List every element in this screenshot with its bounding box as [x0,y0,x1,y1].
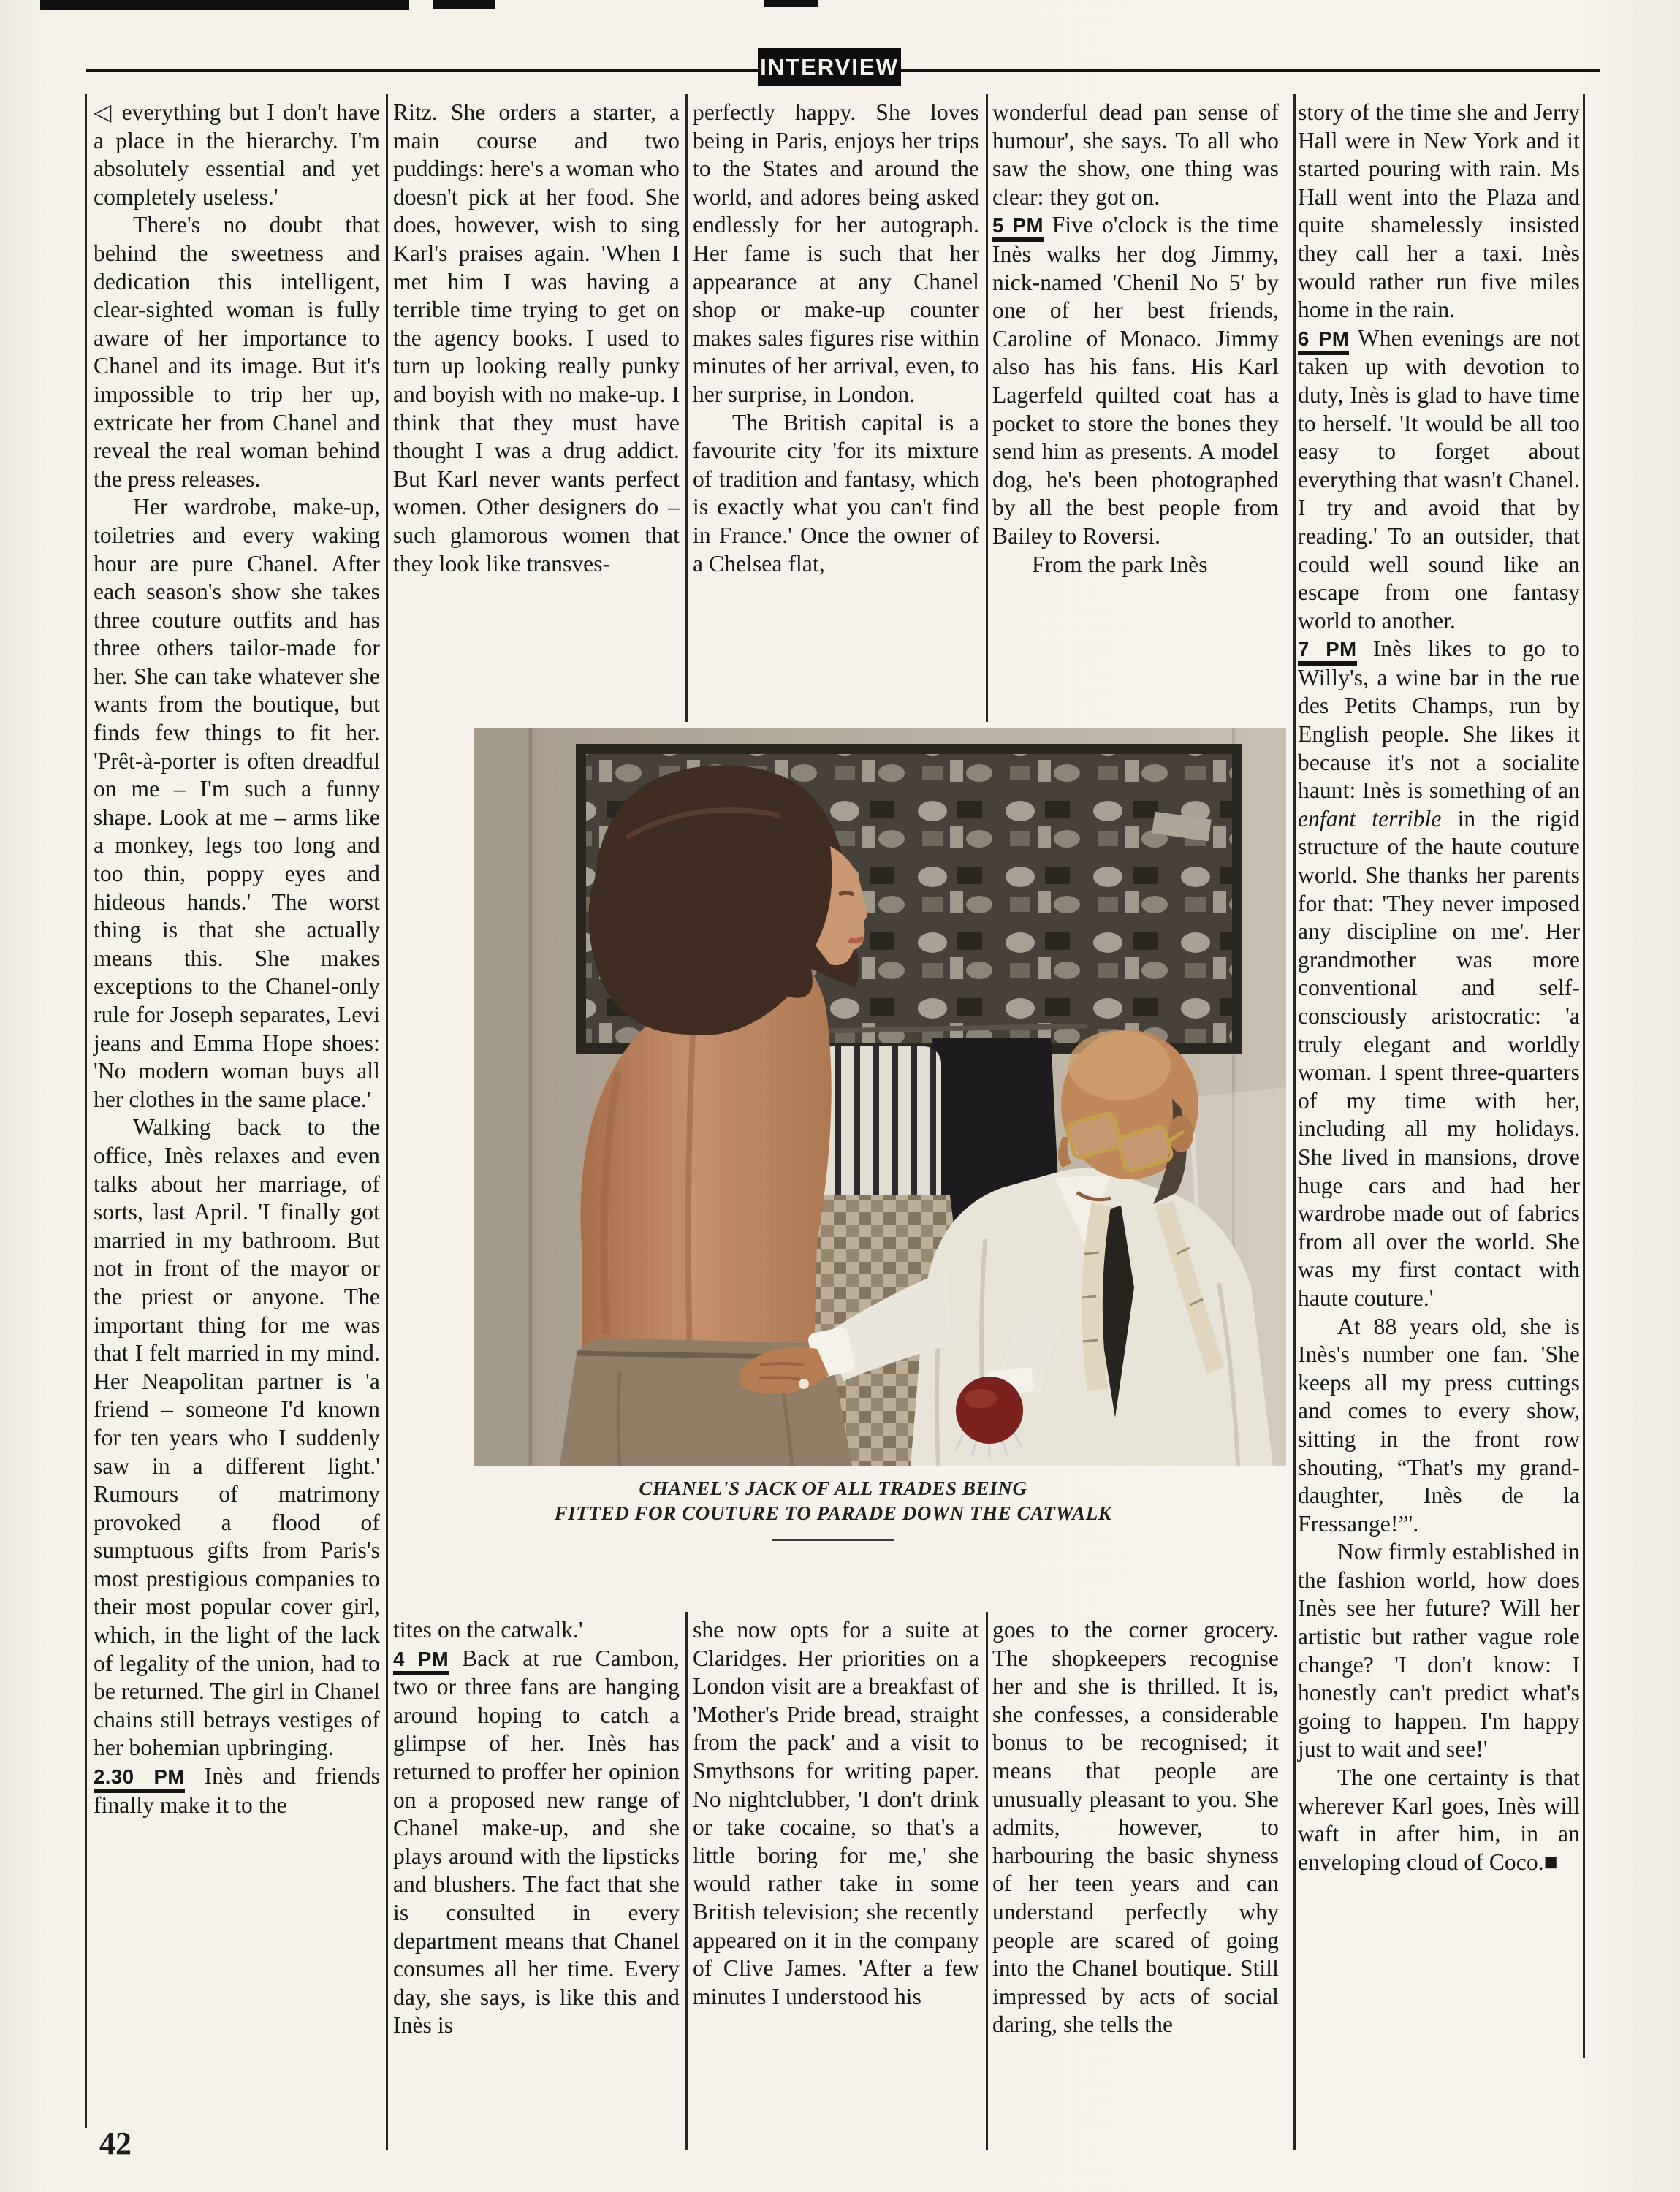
scan-artifact [433,0,495,9]
scan-artifact [764,0,818,7]
text-segment: goes to the corner grocery. The shopkeepers recognise her and she is thrilled. It is, she confesses, a considerable bonus to be recognised; it means that people are unusually pleasant to you. She admits, however, to harbouring the basic shyness of her teen years and can understand perfectly why people are scared of going into the Chanel boutique. Still impressed by acts of social daring, she tells the [992,1617,1279,2038]
paragraph [94,1114,380,1762]
time-marker: 7 PM [1298,638,1357,666]
caption-rule [772,1539,894,1541]
article-column-1 [94,99,380,1819]
column-rule-2-3-bottom [685,1612,688,2150]
text-segment: Inès and friends finally make it to the [94,1763,380,1818]
paragraph [1298,1764,1580,1876]
text-segment: Ritz. She orders a starter, a main course and two puddings: here's a woman who doesn't pick at her food. She does, however, wish to sing Karl's praises again. 'When I met him I was having a terrible time trying to get on the agency books. I used to turn up looking really punky and boyish with no make-up. I think that they must have thought I was a drug addict. But Karl never wants perfect women. Other designers do – such glamorous women that they look like transves- [393,99,680,576]
text-segment: The one certainty is that wherever Karl goes, Inès will waft in after him, in an enveloping cloud of Coco.■ [1298,1765,1580,1875]
column-rule-4-5 [1293,94,1296,2150]
section-badge-label: INTERVIEW [760,54,899,80]
text-segment: story of the time she and Jerry Hall were in New York and it started pouring with rain. Ms Hall went into the Plaza and quite shamelessly insisted they call her a taxi. Inès would rather run five miles home in the rain. [1298,99,1580,323]
fitting-photo [474,728,1286,1466]
article-column-2-bottom [393,1616,680,2040]
paragraph [393,1616,680,1645]
time-marker: 6 PM [1298,327,1349,355]
column-rule-left [85,94,87,2128]
column-rule-3-4-bottom [986,1612,988,2150]
time-marker: 2.30 PM [94,1765,185,1793]
column-rule-2-3-top [685,94,688,722]
paragraph [992,551,1279,579]
fitting-photo-illustration [474,728,1286,1466]
text-segment: Five o'clock is the time Inès walks her dog Jimmy, nick-named 'Chenil No 5' by one of her best friends, Caroline of Monaco. Jimmy also has his fans. His Karl Lagerfeld quilted coat has a pocket to store the bones they send him as presents. A model dog, he's been photographed by all the best people from Bailey to Roversi. [992,212,1280,549]
article-column-3-top [693,99,979,578]
time-marker: 5 PM [992,214,1044,242]
column-rule-3-4-top [986,94,988,722]
article-column-4-top [992,99,1279,579]
text-segment: in the rigid structure of the haute couture world. She thanks her parents for that: 'They never imposed any discipline on me'. Her grandmother was more conventional and self-consciously aristocratic: 'a truly elegant and worldly woman. I spent three-quarters of my time with her, including all my holidays. She lived in mansions, drove huge cars and had her wardrobe made out of fabrics from all over the world. She was my first contact with haute couture.' [1298,805,1580,1311]
paragraph [992,99,1279,211]
paragraph [1298,1313,1580,1539]
text-segment: From the park Inès [1032,551,1208,577]
text-segment: When evenings are not taken up with devotion to duty, Inès is glad to have time to herself. 'It would be all too easy to forget about everything that wasn't Chanel. I try and avoid that by reading.' To an outsider, that could well sound like an escape from one fantasy world to another. [1298,324,1580,633]
paragraph [393,1645,680,2040]
paragraph [693,409,979,579]
page-number: 42 [99,2126,132,2161]
time-marker: 4 PM [393,1648,449,1675]
text-segment: enfant terrible [1298,805,1442,831]
section-badge [758,48,901,86]
text-segment: wonderful dead pan sense of humour', she says. To all who saw the show, one thing was clear: they got on. [992,99,1279,210]
text-segment: Back at rue Cambon, two or three fans are hanging around hoping to catch a glimpse of her. Inès has returned to proffer her opinion on a proposed new range of Chanel make-up, and she plays around with the lipsticks and blushers. The fact that she is consulted in every department means that Chanel consumes all her time. Every day, she says, is like this and Inès is [393,1645,680,2039]
paragraph [1298,1538,1580,1764]
column-rule-right [1583,94,1585,2058]
paragraph [992,211,1279,550]
text-segment: Inès likes to go to Willy's, a wine bar in the rue des Petits Champs, run by English people. She likes it because it's not a socialite haunt: Inès is something of an [1298,636,1580,804]
text-segment: ◁ everything but I don't have a place in the hierarchy. I'm absolutely essential and yet completely useless.' [94,99,380,210]
scan-artifact [40,0,409,10]
paragraph [393,99,680,578]
article-column-2-top [393,99,680,578]
paragraph [1298,99,1580,324]
text-segment: Her wardrobe, make-up, toiletries and every waking hour are pure Chanel. After each season's show she takes three couture outfits and has three others tailor-made for her. She can take whatever she wants from the boutique, but finds few things to fit her. 'Prêt-à-porter is often dreadful on me – I'm such a funny shape. Look at me – arms like a monkey, legs too long and too thin, poppy eyes and hideous hands.' The worst thing is that she actually means this. She makes exceptions to the Chanel-only rule for Joseph separates, Levi jeans and Emma Hope shoes: 'No modern woman buys all her clothes in the same place.' [94,494,380,1112]
article-column-4-bottom [992,1616,1279,2039]
paragraph [94,493,380,1114]
paragraph [94,99,380,211]
text-segment: she now opts for a suite at Claridges. Her priorities on a London visit are a breakfast of 'Mother's Pride bread, straight from the pack' and a visit to Smythsons for writing paper. No nightclubber, 'I don't drink or take cocaine, so that's a little boring for me,' she would rather take in some British television; she recently appeared on it in the company of Clive James. 'After a few minutes I understood his [693,1617,979,2009]
text-segment: At 88 years old, she is Inès's number one fan. 'She keeps all my press cuttings and comes to every show, sitting in the front row shouting, “That's my grand-daughter, Inès de la Fressange!”'. [1298,1313,1580,1537]
paragraph [992,1616,1279,2039]
article-column-3-bottom [693,1616,979,2011]
paragraph [693,99,979,409]
paragraph [94,1762,380,1819]
text-segment: Now firmly established in the fashion world, how does Inès see her future? Will her artistic but rather vague role change? 'I don't know: I honestly can't predict what's going to happen. I'm happy just to wait and see!' [1298,1539,1580,1762]
paragraph [1298,635,1580,1312]
text-segment: tites on the catwalk.' [393,1617,583,1643]
paragraph [94,211,380,493]
photo-caption-line2: FITTED FOR COUTURE TO PARADE DOWN THE CATWALK [554,1502,1112,1524]
paragraph [1298,324,1580,636]
paragraph [693,1616,979,2011]
text-segment: perfectly happy. She loves being in Paris, enjoys her trips to the States and around the world, and adores being asked endlessly for her autograph. Her fame is such that her appearance at any Chanel shop or make-up counter makes sales figures rise within minutes of her arrival, even, to her surprise, in London. [693,99,979,407]
photo-caption-line1: CHANEL'S JACK OF ALL TRADES BEING [639,1477,1027,1499]
text-segment: The British capital is a favourite city 'for its mixture of tradition and fantasy, which is exactly what you can't find in France.' Once the owner of a Chelsea flat, [693,409,979,576]
column-rule-1-2 [386,94,388,2150]
article-column-5 [1298,99,1580,1876]
text-segment: There's no doubt that behind the sweetness and dedication this intelligent, clear-sighted woman is fully aware of her importance to Chanel and its image. But it's impossible to trip her up, extricate her from Chanel and reveal the real woman behind the press releases. [94,212,380,492]
text-segment: Walking back to the office, Inès relaxes and even talks about her marriage, of sorts, last April. 'I finally got married in my bathroom. But not in front of the mayor or the priest or anyone. The important thing for me was that I felt married in my mind. Her Neapolitan partner is 'a friend – someone I'd known for ten years who I suddenly saw in a different light.' Rumours of matrimony provoked a flood of sumptuous gifts from Paris's most prestigious companies to their most popular cover girl, which, in the light of the lack of legality of the union, had to be returned. The girl in Chanel chains still betrays vestiges of her bohemian upbringing. [94,1114,380,1761]
photo-caption [504,1476,1162,1541]
